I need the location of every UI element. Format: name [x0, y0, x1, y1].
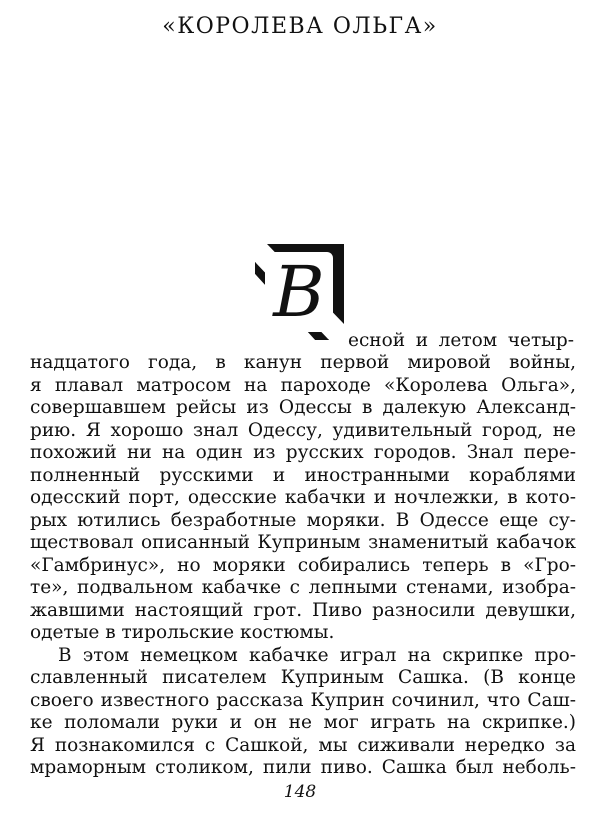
- first-line-text: есной и летом четыр-: [348, 330, 574, 351]
- text-line: рию. Я хорошо знал Одессу, удивительный город, не: [30, 419, 576, 441]
- page-number: 148: [283, 782, 317, 802]
- text-line: те», подвальном кабачке с лепными стенами, изобра-: [30, 577, 576, 598]
- text-line: своего известного рассказа Куприн сочинил, что Саш-: [30, 689, 576, 711]
- text-line: полненный русскими и иностранными кораблями: [30, 464, 576, 486]
- text-line: одесский порт, одесские кабачки и ночлежки, в кото-: [30, 487, 576, 508]
- text-line: славленный писателем Куприным Сашка. (В конце: [30, 667, 576, 688]
- text-line: В этом немецком кабачке играл на скрипке про-: [58, 644, 576, 666]
- text-line: ществовал описанный Куприным знаменитый кабачок: [30, 532, 576, 553]
- text-line: жавшими настоящий грот. Пиво разносили девушки,: [30, 599, 576, 621]
- text-line: совершавшем рейсы из Одессы в далекую Александ-: [30, 397, 576, 418]
- drop-cap-letter: В: [273, 251, 325, 333]
- drop-cap-ornament: [255, 244, 344, 340]
- text-line: Я познакомился с Сашкой, мы сиживали нередко за: [30, 734, 576, 756]
- text-line: «Гамбринус», но моряки собирались теперь в «Гро-: [30, 554, 576, 576]
- text-line: я плавал матросом на пароходе «Королева Ольга»,: [30, 374, 576, 396]
- text-line: надцатого года, в канун первой мировой войны,: [30, 352, 576, 373]
- text-line: одетые в тирольские костюмы.: [30, 622, 335, 643]
- text-line: рых ютились безработные моряки. В Одессе еще су-: [30, 509, 576, 531]
- chapter-title: «КОРОЛЕВА ОЛЬГА»: [162, 14, 438, 39]
- text-line: ке поломали руки и он не мог играть на скрипке.): [30, 712, 576, 733]
- text-line: мраморным столиком, пили пиво. Сашка был неболь-: [30, 757, 576, 778]
- text-line: похожий ни на один из русских городов. Знал пере-: [30, 442, 576, 463]
- body-text: [30, 352, 576, 780]
